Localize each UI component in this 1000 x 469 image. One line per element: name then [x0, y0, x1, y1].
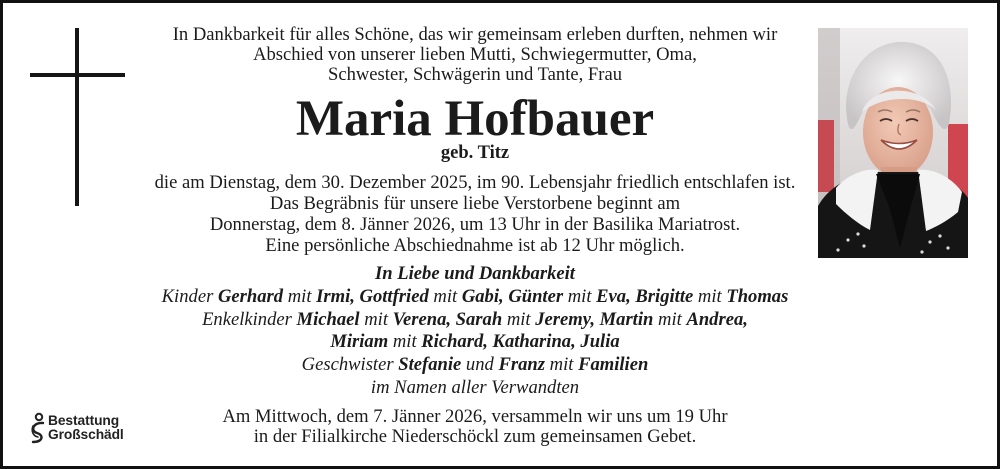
mourner-name: Irmi, Gottfried [316, 285, 429, 307]
deceased-name: Maria Hofbauer [295, 91, 655, 147]
cross-vertical-bar [75, 28, 79, 206]
prayer-details [125, 407, 825, 447]
mourner-relation: mit [364, 308, 388, 330]
funeral-home-logo [29, 412, 129, 444]
mourner-relation: mit [697, 285, 722, 307]
mourner-relation: mit [392, 331, 417, 353]
mourners-block [125, 263, 825, 400]
cross-horizontal-bar [30, 73, 125, 77]
mourner-line-grandchildren [125, 309, 825, 332]
mourner-name: Jeremy, Martin [535, 308, 654, 330]
red-chair-left [818, 120, 834, 192]
mourner-relation: mit [433, 285, 458, 307]
mourner-line-siblings [125, 354, 825, 377]
portrait-photo [818, 28, 968, 258]
prayer-line: in der Filialkirche Niederschöckl zum gemeinsamen Gebet. [253, 426, 697, 447]
mourner-relation: Enkelkinder [202, 308, 292, 330]
mourner-relation: Geschwister [301, 354, 394, 376]
funeral-line: Das Begräbnis für unsere liebe Verstorbene beginnt am [269, 193, 681, 214]
mourners-closing: im Namen aller Verwandten [370, 376, 580, 398]
mourner-relation: und [465, 354, 494, 376]
mourners-heading: In Liebe und Dankbarkeit [375, 263, 575, 284]
mourner-relation: mit [549, 354, 574, 376]
birth-name: geb. Titz [440, 143, 510, 163]
mourner-name: Franz [498, 354, 545, 376]
funeral-home-name [48, 414, 124, 442]
funeral-home-line-2: Großschädl [48, 427, 124, 442]
mourner-name: Richard, Katharina, Julia [421, 331, 620, 353]
mourner-relation: mit [567, 285, 592, 307]
mourner-line-children [125, 286, 825, 309]
death-and-funeral-details [125, 172, 825, 256]
cross-icon [28, 26, 128, 208]
mourner-name: Andrea, [686, 308, 748, 330]
funeral-line: Eine persönliche Abschiednahme ist ab 12 Uhr möglich. [265, 235, 685, 256]
mourner-name: Michael [296, 308, 360, 330]
mourner-relation: Kinder [161, 285, 214, 307]
intro-line: Schwester, Schwägerin und Tante, Frau [327, 64, 622, 85]
mourner-relation: mit [658, 308, 682, 330]
mourner-relation: mit [506, 308, 531, 330]
intro-line: In Dankbarkeit für alles Schöne, das wir gemeinsam erleben durften, nehmen wir [172, 24, 778, 45]
funeral-line: Donnerstag, dem 8. Jänner 2026, um 13 Uhr in der Basilika Mariatrost. [209, 214, 741, 235]
mourner-name: Gabi, Günter [461, 285, 564, 307]
mourner-name: Thomas [726, 285, 789, 307]
intro-line: Abschied von unserer lieben Mutti, Schwiegermutter, Oma, [253, 44, 697, 65]
mourner-name: Gerhard [217, 285, 284, 307]
funeral-home-logo-icon [29, 412, 47, 444]
mourner-name: Familien [578, 354, 649, 376]
intro-text [125, 25, 825, 85]
mourner-line-grandchildren-cont [125, 331, 825, 354]
death-notice: die am Dienstag, dem 30. Dezember 2025, im 90. Lebensjahr friedlich entschlafen ist. [154, 172, 796, 193]
mourner-name: Miriam [330, 331, 389, 353]
mourner-name: Eva, Brigitte [596, 285, 694, 307]
mourner-name: Verena, Sarah [392, 308, 503, 330]
funeral-home-line-1: Bestattung [48, 413, 120, 428]
prayer-line: Am Mittwoch, dem 7. Jänner 2026, versammeln wir uns um 19 Uhr [222, 406, 728, 427]
mourner-name: Stefanie [398, 354, 462, 376]
mourner-relation: mit [287, 285, 312, 307]
